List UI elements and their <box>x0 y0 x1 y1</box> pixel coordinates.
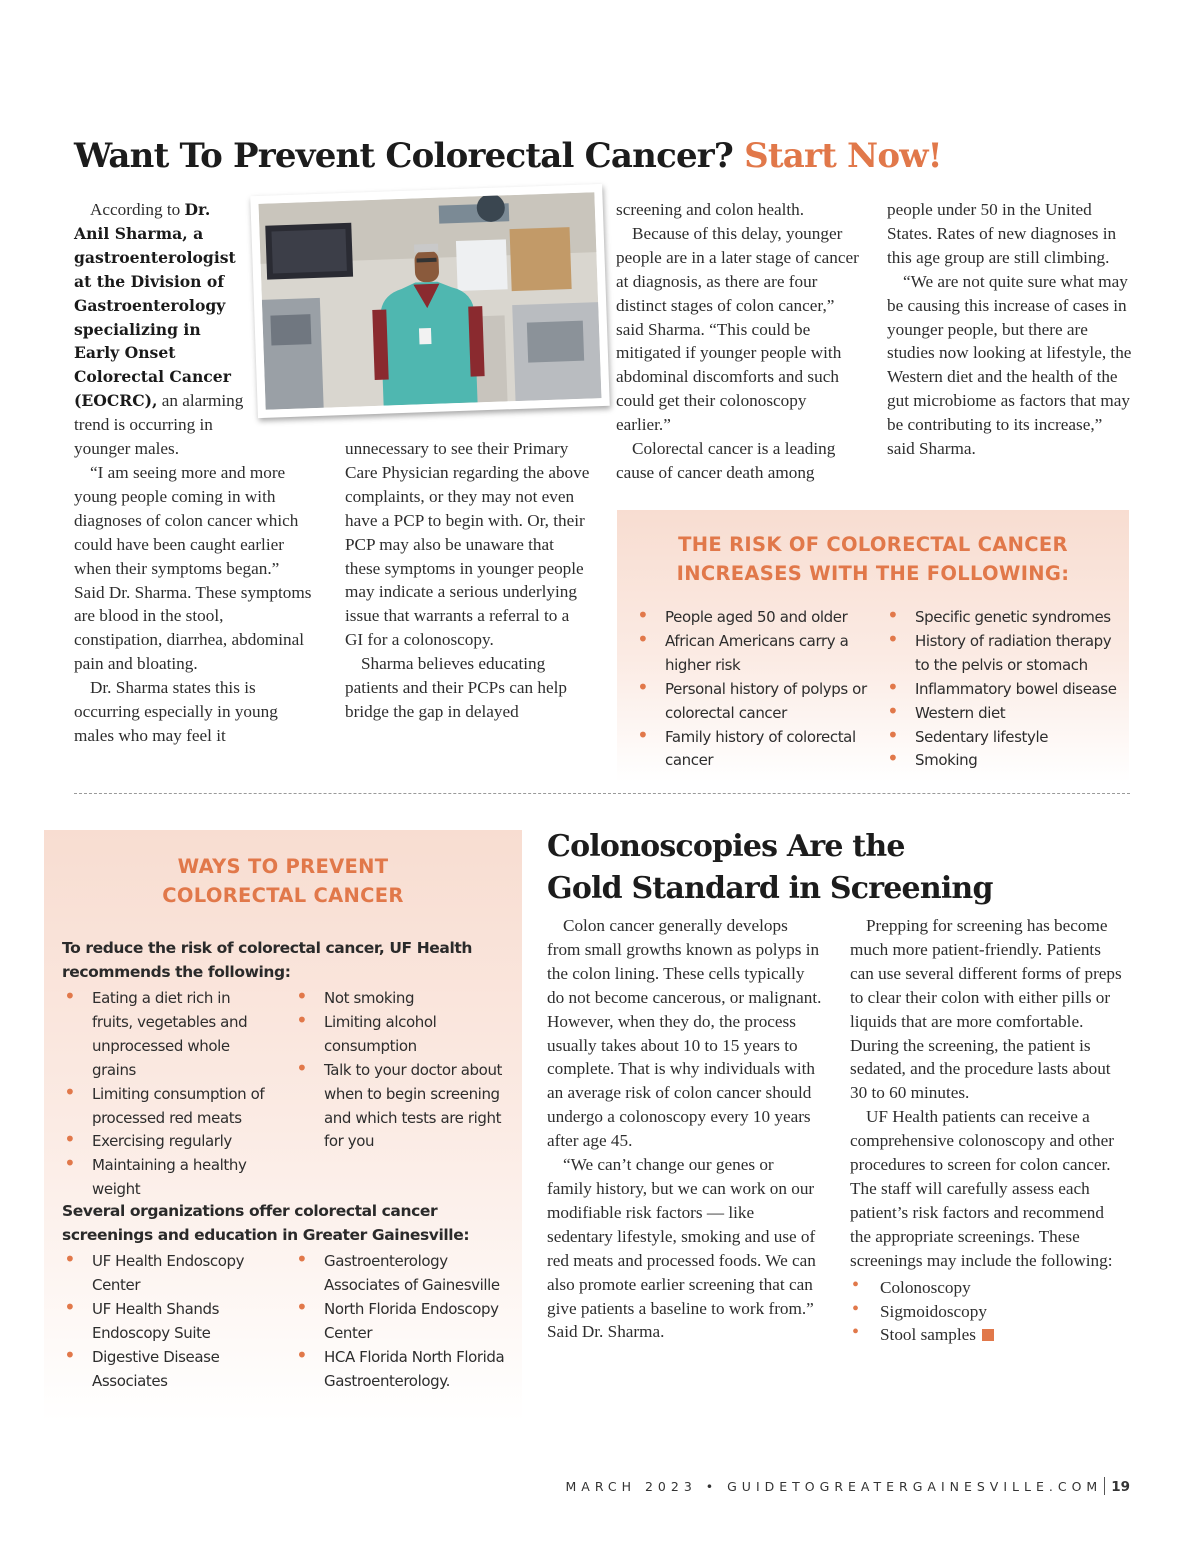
headline-accent: Start Now! <box>744 136 942 176</box>
recommendations-list-right <box>294 987 509 1154</box>
list-item: • UF Health Shands Endoscopy Suite <box>62 1298 272 1346</box>
paragraph: people under 50 in the United States. Rates of new diagnoses in this age group are still climbing. <box>887 200 1117 267</box>
article-column-2 <box>345 437 590 724</box>
recommendations-list-left <box>62 987 272 1202</box>
list-item: • Gastroenterology Associates of Gainesville <box>294 1250 514 1298</box>
risk-list-right <box>885 606 1121 773</box>
list-item: • People aged 50 and older <box>635 606 867 630</box>
list-item: • History of radiation therapy to the pelvis or stomach <box>885 630 1121 678</box>
end-of-article-mark <box>982 1329 994 1341</box>
list-item: • Maintaining a healthy weight <box>62 1154 272 1202</box>
list-item: • Sigmoidoscopy <box>850 1300 1125 1324</box>
risk-list-left <box>635 606 867 773</box>
paragraph: Dr. Sharma states this is occurring especially in young males who may feel it <box>74 678 278 745</box>
list-item: • African Americans carry a higher risk <box>635 630 867 678</box>
footer-text: MARCH 2023 • GUIDETOGREATERGAINESVILLE.COM <box>565 1479 1103 1494</box>
list-item: • Inflammatory bowel disease <box>885 678 1121 702</box>
colonoscopy-headline: Colonoscopies Are the Gold Standard in Screening <box>547 829 993 906</box>
paragraph: “We can’t change our genes or family history, but we can work on our modifiable risk factors — like sedentary lifestyle, smoking and use of red meats and processed foods. We can also promote earlier screening that can give patients a baseline to work from.” Said Dr. Sharma. <box>547 1155 816 1342</box>
article-column-3 <box>616 198 859 485</box>
paragraph: screening and colon health. <box>616 200 805 219</box>
colonoscopy-column-2 <box>850 914 1125 1347</box>
list-item: • North Florida Endoscopy Center <box>294 1298 514 1346</box>
list-item: • Talk to your doctor about when to begin screening and which tests are right for you <box>294 1059 509 1155</box>
paragraph: Prepping for screening has become much more patient-friendly. Patients can use several different forms of preps to clear their colon with either pills or liquids that are more comfortable. During the screening, the patient is sedated, and the procedure lasts about 30 to 60 minutes. <box>850 916 1122 1103</box>
paragraph: Because of this delay, younger people are in a later stage of cancer at diagnosis, as there are four distinct stages of colon cancer,” said Sharma. “This could be mitigated if younger people with abdominal discomforts and such could get their colonoscopy earlier.” <box>616 223 859 435</box>
list-item: • HCA Florida North Florida Gastroenterology. <box>294 1346 514 1394</box>
paragraph: unnecessary to see their Primary Care Physician regarding the above complaints, or they may not even have a PCP to begin with. Or, their PCP may also be unaware that these symptoms in younger people may indicate a serious underlying issue that warrants a referral to a GI for a colonoscopy. <box>345 439 590 650</box>
paragraph: UF Health patients can receive a comprehensive colonoscopy and other procedures to screen for colon cancer. The staff will carefully assess each patient’s risk factors and recommend the appropriate screenings. These screenings may include the following: <box>850 1107 1114 1270</box>
prevention-box-title: WAYS TO PREVENT COLORECTAL CANCER <box>162 855 404 907</box>
organizations-lead: Several organizations offer colorectal cancer screenings and education in Greater Gainesville: <box>62 1202 470 1244</box>
list-item: • UF Health Endoscopy Center <box>62 1250 272 1298</box>
screenings-list <box>850 1276 1125 1348</box>
doctor-photo-image <box>259 192 602 410</box>
headline-main: Want To Prevent Colorectal Cancer? <box>74 136 734 176</box>
list-item: • Not smoking <box>294 987 509 1011</box>
list-item: • Specific genetic syndromes <box>885 606 1121 630</box>
intro-paragraph: According to Dr. Anil Sharma, a gastroenterologist at the Division of Gastroenterology specializing in Early Onset Colorectal Cancer (EOCRC), an alarming trend is occurring in younger males. <box>74 200 244 459</box>
list-item: • Digestive Disease Associates <box>62 1346 272 1394</box>
colonoscopy-column-1 <box>547 914 822 1344</box>
article-headline <box>74 136 1154 176</box>
list-item: • Personal history of polyps or colorectal cancer <box>635 678 867 726</box>
list-item: • Sedentary lifestyle <box>885 726 1121 750</box>
list-item: • Exercising regularly <box>62 1130 272 1154</box>
page-footer <box>565 1477 1130 1495</box>
list-item: • Stool samples <box>850 1323 1125 1347</box>
list-item: • Limiting alcohol consumption <box>294 1011 509 1059</box>
paragraph: “I am seeing more and more young people coming in with diagnoses of colon cancer which could have been caught earlier when their symptoms began.” Said Dr. Sharma. These symptoms are blood in the stool, constipation, diarrhea, abdominal pain and bloating. <box>74 462 312 674</box>
article-column-4 <box>887 198 1133 461</box>
paragraph: Colorectal cancer is a leading cause of cancer death among <box>616 439 836 482</box>
risk-box-title: THE RISK OF COLORECTAL CANCER INCREASES WITH THE FOLLOWING: <box>676 533 1070 585</box>
list-item: • Western diet <box>885 702 1121 726</box>
list-item: • Family history of colorectal cancer <box>635 726 867 774</box>
page-number: 19 <box>1111 1479 1130 1495</box>
paragraph: “We are not quite sure what may be causing this increase of cases in younger people, but there are studies now looking at lifestyle, the Western diet and the health of the gut microbiome as factors that may be contributing to its increase,” said Sharma. <box>887 271 1132 459</box>
recommendations-lead: To reduce the risk of colorectal cancer, UF Health recommends the following: <box>62 939 472 981</box>
list-item: • Limiting consumption of processed red meats <box>62 1083 272 1131</box>
paragraph: Sharma believes educating patients and their PCPs can help bridge the gap in delayed <box>345 654 567 721</box>
organizations-list-right <box>294 1250 514 1393</box>
list-item: • Colonoscopy <box>850 1276 1125 1300</box>
list-item: • Eating a diet rich in fruits, vegetables and unprocessed whole grains <box>62 987 272 1083</box>
risk-factors-box <box>617 510 1129 782</box>
doctor-credential: Dr. Anil Sharma, a gastroenterologist at the Division of Gastroenterology specializing in Early Onset Colorectal Cancer (EOCRC), <box>74 200 236 411</box>
prevention-box <box>44 830 522 1422</box>
list-item: • Smoking <box>885 749 1121 773</box>
organizations-list-left <box>62 1250 272 1393</box>
footer-separator <box>1104 1477 1105 1495</box>
paragraph: Colon cancer generally develops from small growths known as polyps in the colon lining. These cells typically do not become cancerous, or malignant. However, when they do, the process usually takes about 10 to 15 years to complete. That is why individuals with an average risk of colon cancer should undergo a colonoscopy every 10 years after age 45. <box>547 916 822 1151</box>
section-divider <box>74 793 1130 794</box>
doctor-photo <box>250 184 610 418</box>
